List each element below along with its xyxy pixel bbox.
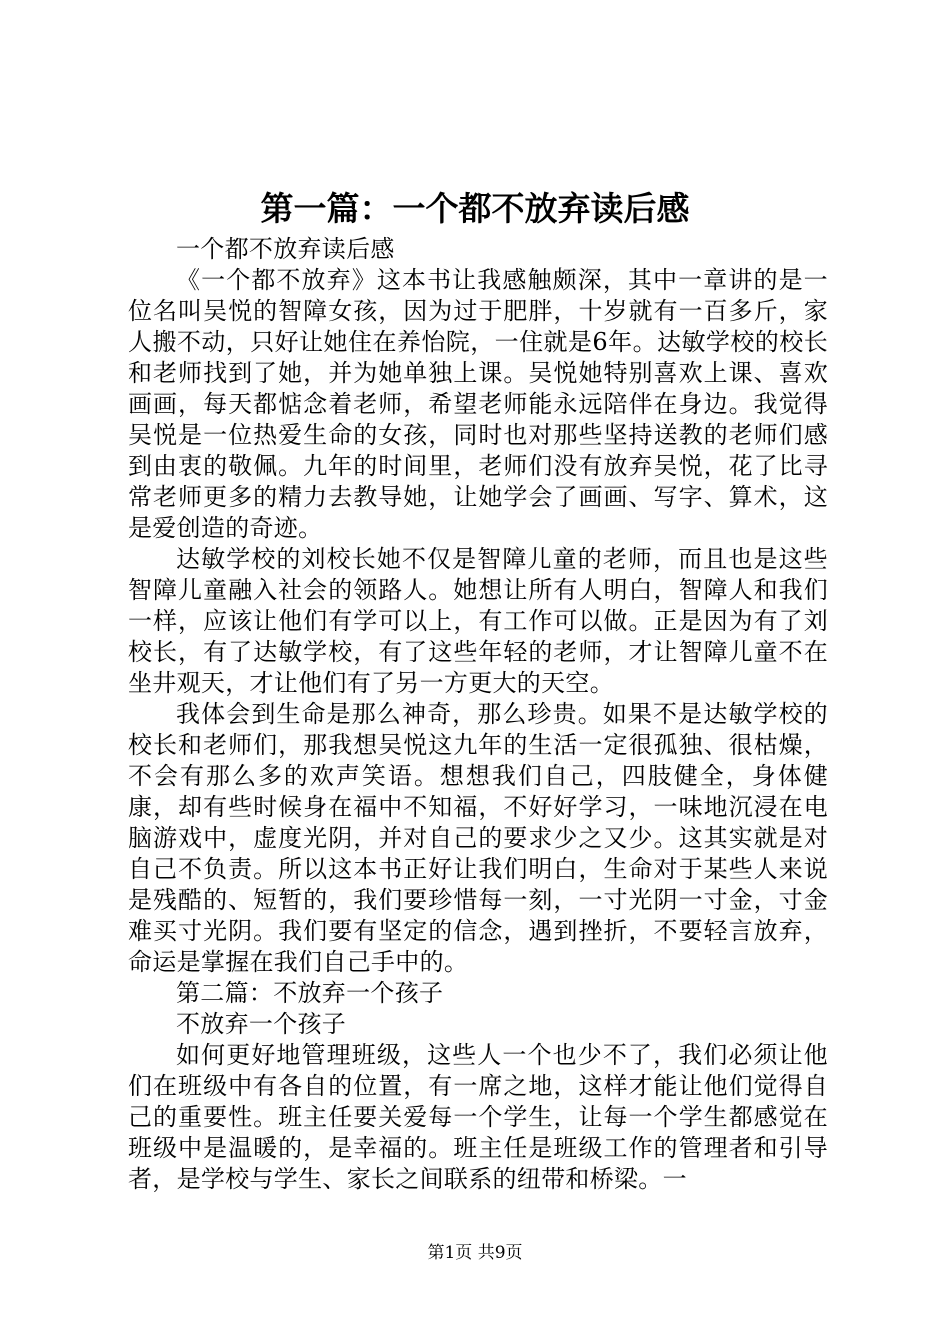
section-heading-2: 第二篇：不放弃一个孩子	[176, 979, 444, 1007]
paragraph: 如何更好地管理班级，这些人一个也少不了，我们必须让他们在班级中有各自的位置，有一席之地，这样才能让他们觉得自己的重要性。班主任要关爱每一个学生，让每一个学生都感觉在班级中是温暖的，是幸福的。班主任是班级工作的管理者和引导者，是学校与学生、家长之间联系的纽带和桥梁。一	[128, 1041, 828, 1193]
document-title: 第一篇：一个都不放弃读后感	[260, 189, 690, 228]
paragraph-subtitle-2: 不放弃一个孩子	[176, 1010, 347, 1038]
page-number-footer: 第1页 共9页	[427, 1243, 523, 1263]
paragraph: 《一个都不放弃》这本书让我感触颇深，其中一章讲的是一位名叫吴悦的智障女孩，因为过于肥胖，十岁就有一百多斤，家人搬不动，只好让她住在养怡院，一住就是6年。达敏学校的校长和老师找到了她，并为她单独上课。吴悦她特别喜欢上课、喜欢画画，每天都惦念着老师，希望老师能永远陪伴在身边。我觉得吴悦是一位热爱生命的女孩，同时也对那些坚持送教的老师们感到由衷的敬佩。九年的时间里，老师们没有放弃吴悦，花了比寻常老师更多的精力去教导她，让她学会了画画、写字、算术，这是爱创造的奇迹。	[128, 266, 828, 542]
paragraph: 我体会到生命是那么神奇，那么珍贵。如果不是达敏学校的校长和老师们，那我想吴悦这九年的生活一定很孤独、很枯燥，不会有那么多的欢声笑语。想想我们自己，四肢健全，身体健康，却有些时候身在福中不知福，不好好学习，一味地沉浸在电脑游戏中，虚度光阴，并对自己的要求少之又少。这其实就是对自己不负责。所以这本书正好让我们明白，生命对于某些人来说是残酷的、短暂的，我们要珍惜每一刻，一寸光阴一寸金，寸金难买寸光阴。我们要有坚定的信念，遇到挫折，不要轻言放弃，命运是掌握在我们自己手中的。	[128, 700, 828, 976]
document-body	[128, 234, 828, 1195]
paragraph-subtitle-1: 一个都不放弃读后感	[176, 235, 395, 263]
paragraph: 达敏学校的刘校长她不仅是智障儿童的老师，而且也是这些智障儿童融入社会的领路人。她想让所有人明白，智障人和我们一样，应该让他们有学可以上，有工作可以做。正是因为有了刘校长，有了达敏学校，有了这些年轻的老师，才让智障儿童不在坐井观天，才让他们有了另一方更大的天空。	[128, 545, 828, 697]
